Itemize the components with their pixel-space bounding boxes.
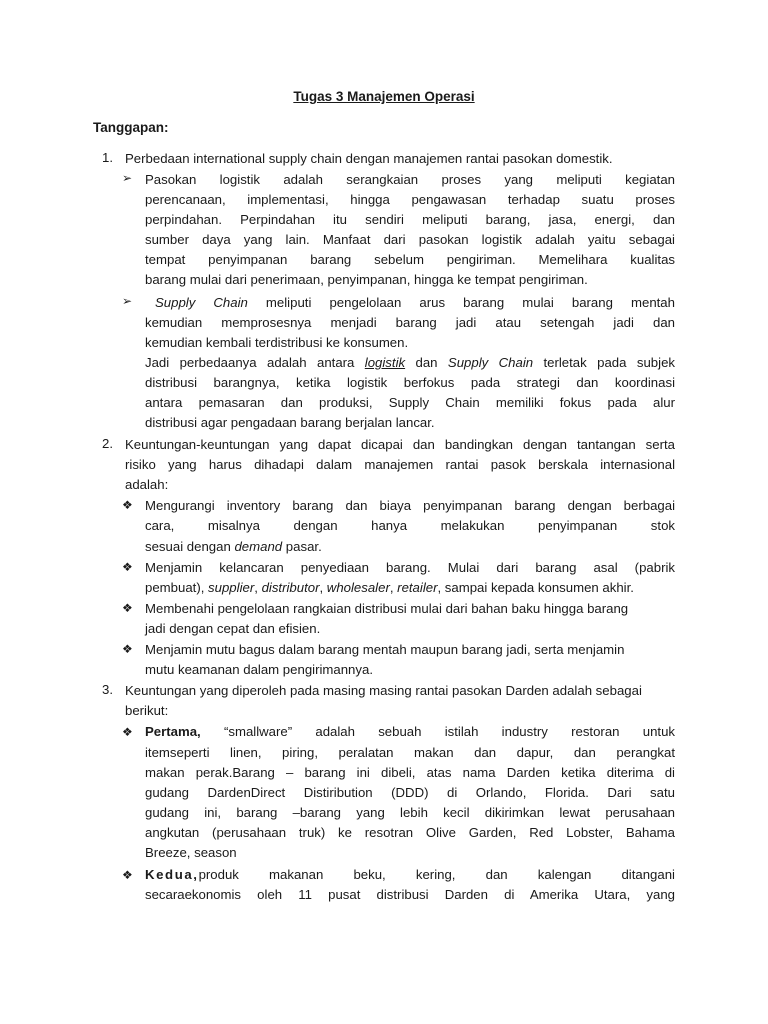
body-line: makan perak.Barang – barang ini dibeli, atas nama Darden ketika diterima di xyxy=(145,765,675,780)
arrow-bullet-icon: ➢ xyxy=(122,294,133,308)
diamond-bullet-icon: ❖ xyxy=(122,868,133,882)
body-line: barang mulai dari penerimaan, penyimpanan, hingga ke tempat pengiriman. xyxy=(145,272,588,287)
italic-term: Supply Chain xyxy=(155,295,248,310)
body-line: kemudian kembali terdistribusi ke konsumen. xyxy=(145,335,409,350)
arrow-bullet-icon: ➢ xyxy=(122,171,133,185)
item-lead: Perbedaan international supply chain dengan manajemen rantai pasokan domestik. xyxy=(125,151,613,166)
diamond-bullet-icon: ❖ xyxy=(122,560,133,574)
body-line: cara, misalnya dengan hanya melakukan penyimpanan stok xyxy=(145,518,675,533)
section-heading: Tanggapan: xyxy=(93,120,169,135)
body-line: kemudian memprosesnya menjadi barang jadi atau setengah jadi dan xyxy=(145,315,675,330)
document-title: Tugas 3 Manajemen Operasi xyxy=(293,89,475,104)
body-line: Mengurangi inventory barang dan biaya penyimpanan barang dengan berbagai xyxy=(145,498,675,513)
body-line: secaraekonomis oleh 11 pusat distribusi Darden di Amerika Utara, yang xyxy=(145,887,675,902)
body-line: Keuntungan-keuntungan yang dapat dicapai dan bandingkan dengan tantangan serta xyxy=(125,437,675,452)
item-number: 3. xyxy=(102,682,113,697)
body-line: adalah: xyxy=(125,477,169,492)
body-line: distribusi agar pengadaan barang berjalan lancar. xyxy=(145,415,435,430)
diamond-bullet-icon: ❖ xyxy=(122,642,133,656)
body-line: Pasokan logistik adalah serangkaian proses yang meliputi kegiatan xyxy=(145,172,675,187)
body-line: Keuntungan yang diperoleh pada masing masing rantai pasokan Darden adalah sebagai xyxy=(125,683,642,698)
diamond-bullet-icon: ❖ xyxy=(122,498,133,512)
body-line: perpindahan. Perpindahan itu sendiri meliputi barang, jasa, energi, dan xyxy=(145,212,675,227)
body-line: risiko yang harus dihadapi dalam manajemen rantai pasok berskala internasional xyxy=(125,457,675,472)
body-line: Menjamin mutu bagus dalam barang mentah maupun barang jadi, serta menjamin xyxy=(145,642,625,657)
body-line: Supply Chain meliputi pengelolaan arus barang mulai barang mentah xyxy=(155,295,675,310)
body-line: Menjamin kelancaran penyediaan barang. Mulai dari barang asal (pabrik xyxy=(145,560,675,575)
body-line: berikut: xyxy=(125,703,169,718)
body-line: mutu keamanan dalam pengirimannya. xyxy=(145,662,373,677)
body-line: perencanaan, implementasi, hingga pengawasan terhadap suatu proses xyxy=(145,192,675,207)
body-line: Breeze, season xyxy=(145,845,237,860)
body-line: antara pemasaran dan produksi, Supply Chain memiliki fokus pada alur xyxy=(145,395,675,410)
item-number: 2. xyxy=(102,436,113,451)
body-line: distribusi barangnya, ketika logistik berfokus pada strategi dan koordinasi xyxy=(145,375,675,390)
body-line: sesuai dengan demand pasar. xyxy=(145,539,322,554)
item-number: 1. xyxy=(102,150,113,165)
body-line: tempat penyimpanan barang sebelum pengiriman. Memelihara kualitas xyxy=(145,252,675,267)
body-line: Membenahi pengelolaan rangkaian distribusi mulai dari bahan baku hingga barang xyxy=(145,601,629,616)
body-line: Kedua,produk makanan beku, kering, dan kalengan ditangani xyxy=(145,867,675,882)
body-line: pembuat), supplier, distributor, wholesaler, retailer, sampai kepada konsumen akhir. xyxy=(145,580,634,595)
body-line: angkutan (perusahaan truk) ke resotran Olive Garden, Red Lobster, Bahama xyxy=(145,825,675,840)
body-line: gudang ini, barang –barang yang lebih kecil dikirimkan lewat perusahaan xyxy=(145,805,675,820)
body-line: Jadi perbedaanya adalah antara logistik dan Supply Chain terletak pada subjek xyxy=(145,355,675,370)
body-line: sumber daya yang lain. Manfaat dari pasokan logistik adalah yaitu sebagai xyxy=(145,232,675,247)
diamond-bullet-icon: ❖ xyxy=(122,601,133,615)
body-line: itemseperti linen, piring, peralatan makan dan dapur, dan perangkat xyxy=(145,745,675,760)
body-line: Pertama, “smallware” adalah sebuah istilah industry restoran untuk xyxy=(145,724,675,739)
body-line: gudang DardenDirect Distiribution (DDD) di Orlando, Florida. Dari satu xyxy=(145,785,675,800)
diamond-bullet-icon: ❖ xyxy=(122,725,133,739)
body-line: jadi dengan cepat dan efisien. xyxy=(145,621,321,636)
